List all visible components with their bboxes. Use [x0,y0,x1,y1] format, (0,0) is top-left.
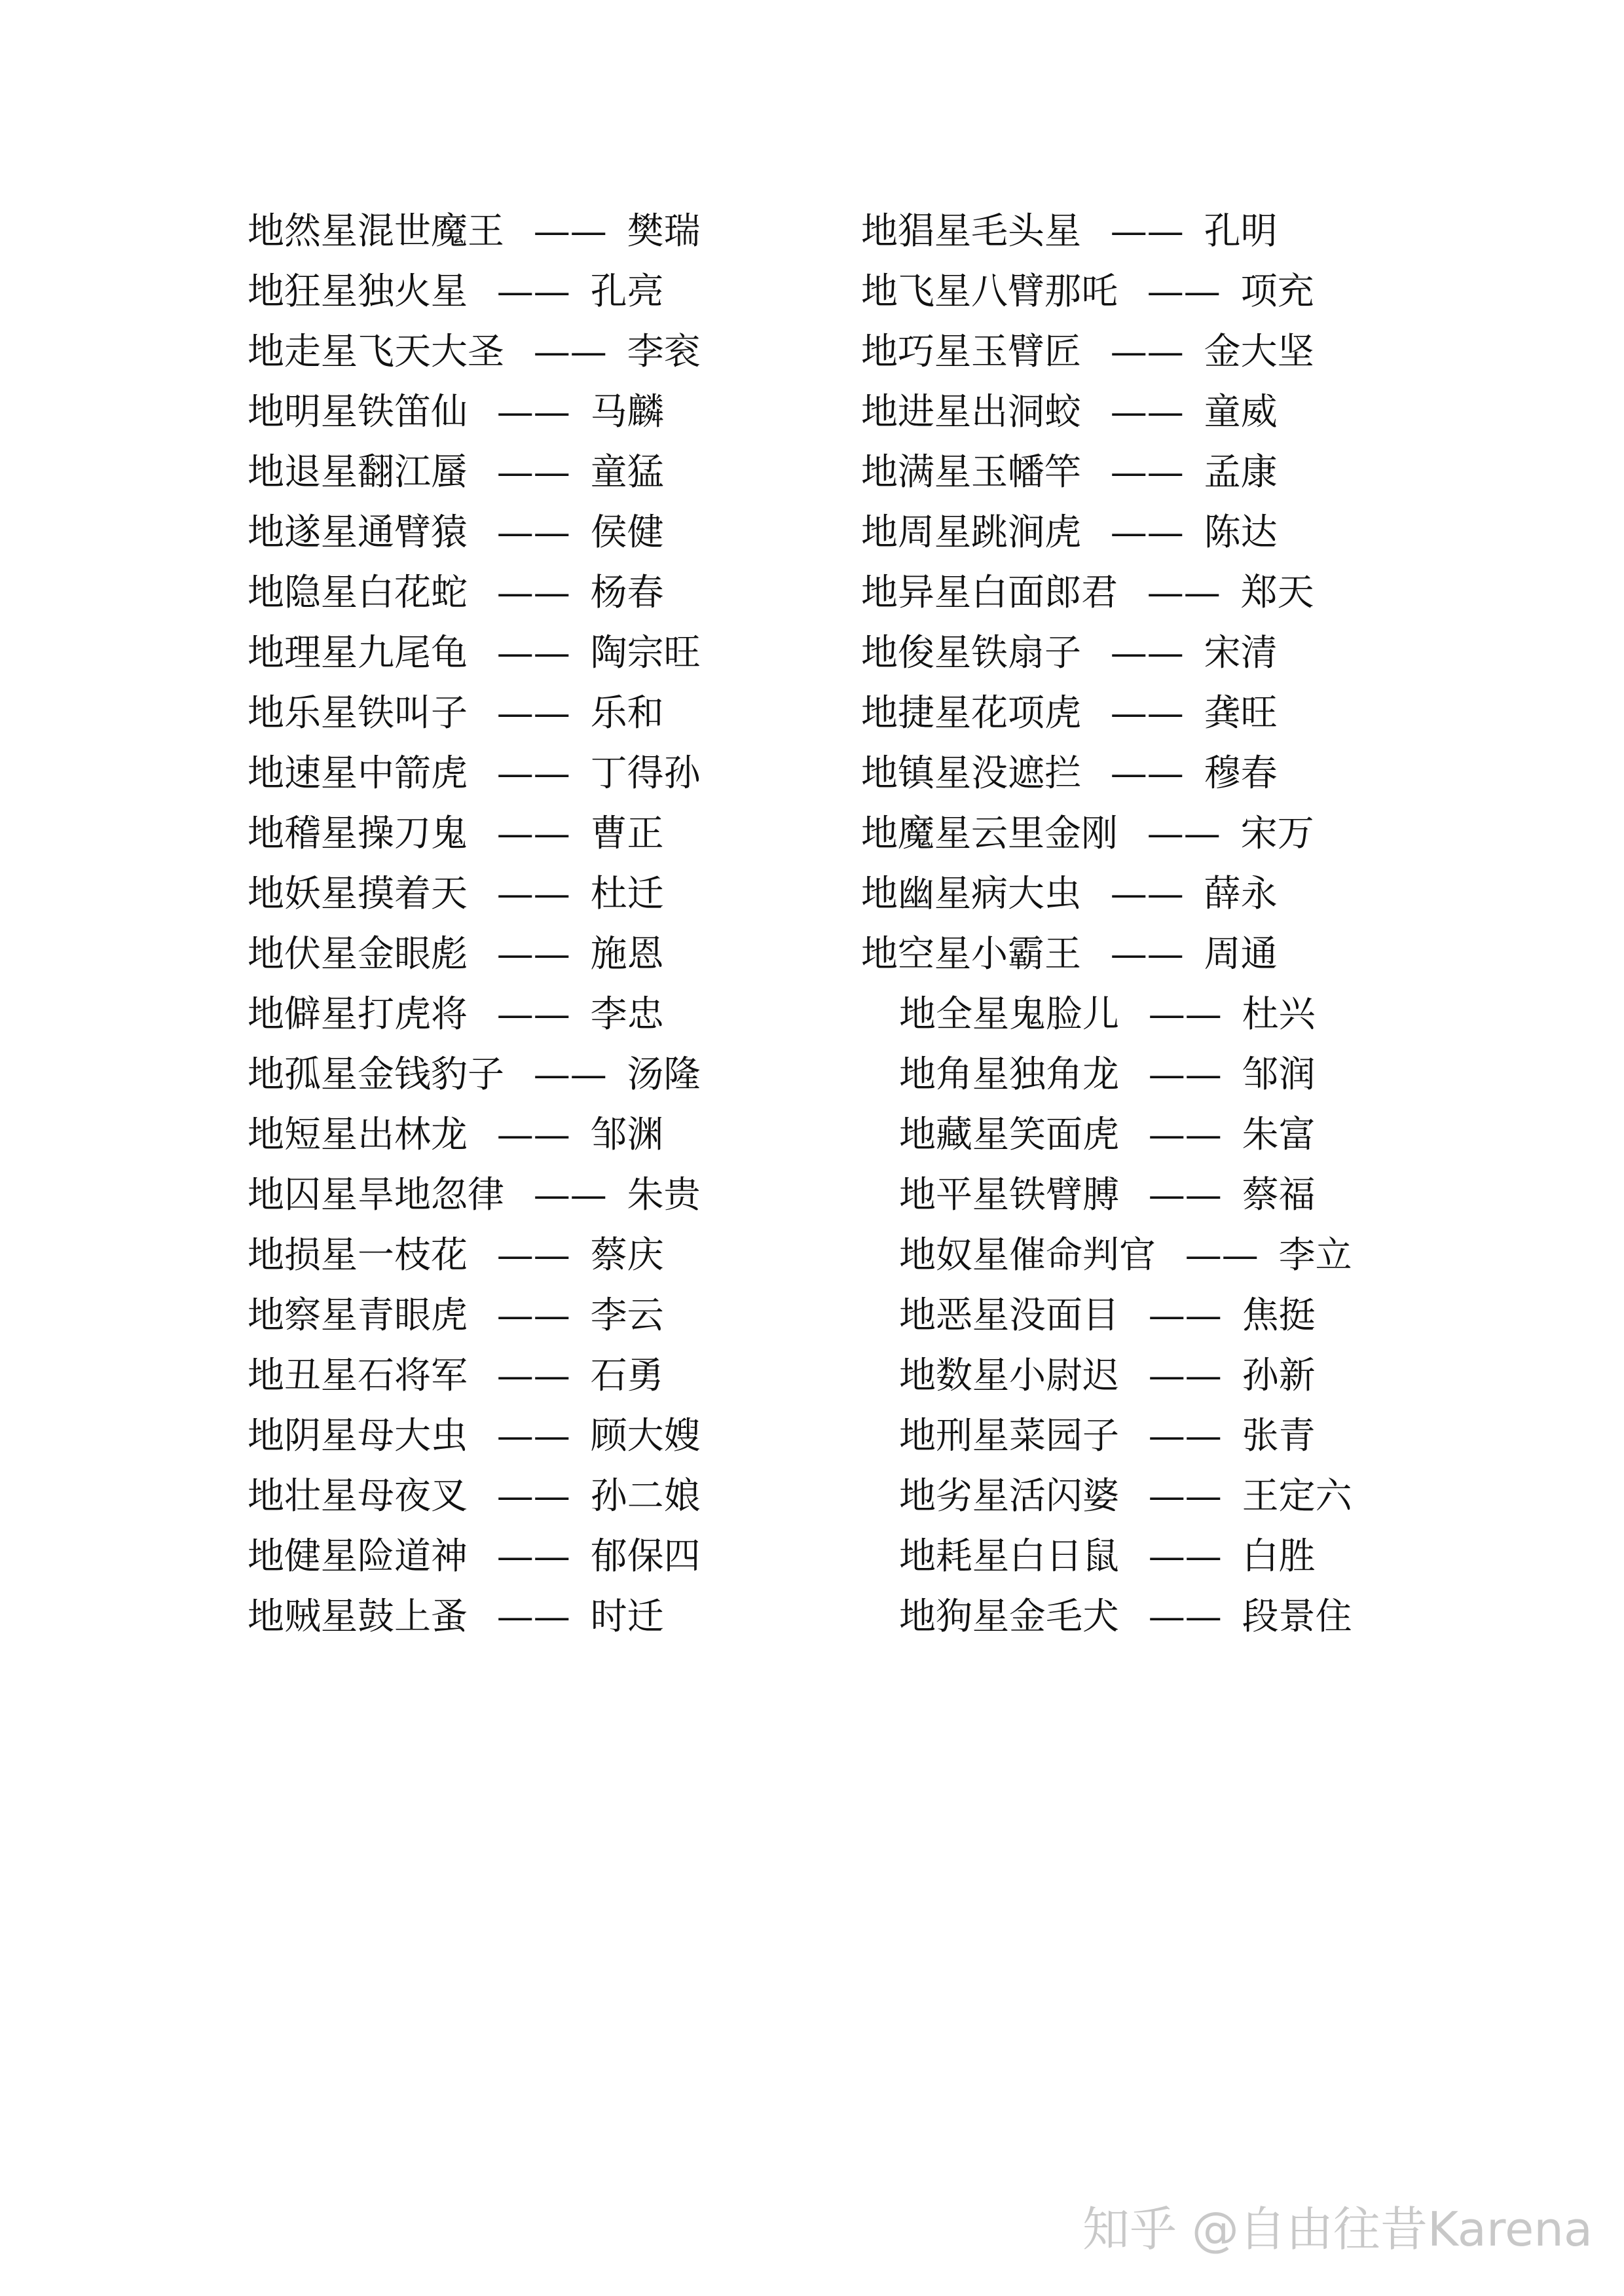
hero-name: 孙新 [1242,1355,1316,1397]
hero-name: 王定六 [1242,1475,1352,1518]
separator-dash: —— [1148,993,1222,1036]
hero-name: 张青 [1242,1415,1316,1457]
hero-name: 顾大嫂 [590,1415,701,1457]
star-title: 地空星小霸王 [861,933,1081,975]
list-item [861,683,1503,744]
hero-name: 侯健 [590,511,664,554]
separator-dash: —— [1148,1355,1222,1397]
separator-dash: —— [496,1535,570,1578]
separator-dash: —— [496,1355,570,1397]
hero-name: 宋清 [1204,632,1278,674]
list-item [248,623,889,683]
list-item [861,924,1503,985]
separator-dash: —— [496,1114,570,1156]
hero-name: 段景住 [1242,1595,1352,1638]
separator-dash: —— [1147,270,1221,313]
separator-dash: —— [1110,210,1184,253]
watermark-text: 知乎 @自由往昔Karena [1082,2202,1593,2257]
hero-name: 孔亮 [590,270,664,313]
list-item [861,1527,1503,1587]
separator-dash: —— [1110,511,1184,554]
list-item [861,322,1503,382]
star-title: 地健星险道神 [248,1535,468,1578]
separator-dash: —— [1110,451,1184,494]
separator-dash: —— [1110,632,1184,674]
separator-dash: —— [1110,873,1184,915]
list-item [861,1226,1503,1286]
list-item [861,443,1503,503]
hero-name: 李立 [1278,1234,1352,1277]
list-item [248,1226,889,1286]
left-column [248,202,889,1647]
hero-name: 孔明 [1204,210,1278,253]
separator-dash: —— [533,1053,607,1096]
separator-dash: —— [496,1595,570,1638]
star-title: 地狂星独火星 [248,270,468,313]
star-title: 地理星九尾龟 [248,632,468,674]
star-title: 地角星独角龙 [899,1053,1119,1096]
hero-name: 杜兴 [1242,993,1316,1036]
star-title: 地飞星八臂那吒 [861,270,1118,313]
star-title: 地囚星旱地忽律 [248,1174,504,1216]
separator-dash: —— [1148,1595,1222,1638]
star-title: 地阴星母大虫 [248,1415,468,1457]
separator-dash: —— [496,1415,570,1457]
list-item [248,202,889,262]
list-item [861,503,1503,563]
list-item [248,262,889,322]
separator-dash: —— [496,692,570,735]
star-title: 地平星铁臂膊 [899,1174,1119,1216]
list-item [861,1286,1503,1346]
separator-dash: —— [1148,1415,1222,1457]
hero-name: 李云 [590,1294,664,1337]
star-title: 地异星白面郎君 [861,572,1118,614]
separator-dash: —— [496,873,570,915]
separator-dash: —— [496,993,570,1036]
separator-dash: —— [496,752,570,795]
list-item [248,1165,889,1226]
list-item [861,1587,1503,1647]
star-title: 地走星飞天大圣 [248,331,504,373]
star-title: 地藏星笑面虎 [899,1114,1119,1156]
hero-name: 汤隆 [627,1053,701,1096]
separator-dash: —— [496,933,570,975]
list-item [248,382,889,443]
list-item [248,1286,889,1346]
hero-name: 石勇 [590,1355,664,1397]
separator-dash: —— [1148,1475,1222,1518]
star-title: 地巧星玉臂匠 [861,331,1081,373]
list-item [861,1045,1503,1105]
star-title: 地丑星石将军 [248,1355,468,1397]
list-item [861,744,1503,804]
list-item [861,985,1503,1045]
hero-name: 杜迁 [590,873,664,915]
separator-dash: —— [1185,1234,1259,1277]
list-item [248,1105,889,1165]
list-item [248,1045,889,1105]
separator-dash: —— [1147,572,1221,614]
separator-dash: —— [1147,812,1221,855]
star-title: 地孤星金钱豹子 [248,1053,504,1096]
star-title: 地满星玉幡竿 [861,451,1081,494]
star-title: 地稽星操刀鬼 [248,812,468,855]
star-title: 地狗星金毛犬 [899,1595,1119,1638]
hero-name: 郑天 [1240,572,1314,614]
hero-name: 蔡福 [1242,1174,1316,1216]
star-title: 地劣星活闪婆 [899,1475,1119,1518]
list-item [861,1406,1503,1467]
hero-name: 朱富 [1242,1114,1316,1156]
star-title: 地捷星花项虎 [861,692,1081,735]
list-item [248,1467,889,1527]
star-title: 地数星小尉迟 [899,1355,1119,1397]
separator-dash: —— [496,391,570,433]
separator-dash: —— [1110,692,1184,735]
hero-name: 薛永 [1204,873,1278,915]
star-title: 地短星出林龙 [248,1114,468,1156]
hero-name: 丁得孙 [590,752,701,795]
hero-name: 宋万 [1240,812,1314,855]
list-item [248,864,889,924]
star-title: 地镇星没遮拦 [861,752,1081,795]
star-title: 地贼星鼓上蚤 [248,1595,468,1638]
star-title: 地耗星白日鼠 [899,1535,1119,1578]
hero-name: 白胜 [1242,1535,1316,1578]
list-item [248,1587,889,1647]
list-item [248,503,889,563]
list-item [861,563,1503,623]
separator-dash: —— [1148,1535,1222,1578]
star-title: 地退星翻江蜃 [248,451,468,494]
separator-dash: —— [496,1234,570,1277]
star-title: 地遂星通臂猿 [248,511,468,554]
star-title: 地恶星没面目 [899,1294,1119,1337]
star-title: 地猖星毛头星 [861,210,1081,253]
star-title: 地明星铁笛仙 [248,391,468,433]
right-column [861,202,1503,1647]
hero-name: 陈达 [1204,511,1278,554]
separator-dash: —— [496,511,570,554]
hero-name: 邹渊 [590,1114,664,1156]
separator-dash: —— [496,1475,570,1518]
separator-dash: —— [533,331,607,373]
list-item [248,322,889,382]
hero-name: 乐和 [590,692,664,735]
hero-name: 金大坚 [1204,331,1314,373]
hero-name: 郁保四 [590,1535,701,1578]
star-title: 地俊星铁扇子 [861,632,1081,674]
list-item [248,924,889,985]
hero-name: 樊瑞 [627,210,701,253]
star-title: 地然星混世魔王 [248,210,504,253]
list-item [861,382,1503,443]
separator-dash: —— [533,210,607,253]
separator-dash: —— [496,632,570,674]
list-item [861,1105,1503,1165]
hero-name: 周通 [1204,933,1278,975]
hero-name: 孙二娘 [590,1475,701,1518]
hero-name: 曹正 [590,812,664,855]
hero-name: 蔡庆 [590,1234,664,1277]
list-item [861,1165,1503,1226]
list-item [861,864,1503,924]
separator-dash: —— [1148,1114,1222,1156]
list-item [861,202,1503,262]
hero-name: 童威 [1204,391,1278,433]
separator-dash: —— [533,1174,607,1216]
hero-name: 项充 [1240,270,1314,313]
hero-name: 李衮 [627,331,701,373]
hero-name: 穆春 [1204,752,1278,795]
separator-dash: —— [496,812,570,855]
separator-dash: —— [496,572,570,614]
hero-name: 李忠 [590,993,664,1036]
star-title: 地隐星白花蛇 [248,572,468,614]
star-title: 地伏星金眼彪 [248,933,468,975]
star-title: 地乐星铁叫子 [248,692,468,735]
list-item [861,262,1503,322]
list-item [248,683,889,744]
list-item [248,1527,889,1587]
star-title: 地刑星菜园子 [899,1415,1119,1457]
hero-name: 马麟 [590,391,664,433]
separator-dash: —— [1148,1174,1222,1216]
hero-name: 时迁 [590,1595,664,1638]
star-title: 地壮星母夜叉 [248,1475,468,1518]
star-title: 地幽星病大虫 [861,873,1081,915]
list-item [861,1467,1503,1527]
star-title: 地全星鬼脸儿 [899,993,1119,1036]
star-title: 地僻星打虎将 [248,993,468,1036]
list-item [861,1346,1503,1406]
star-title: 地周星跳涧虎 [861,511,1081,554]
hero-name: 童猛 [590,451,664,494]
hero-name: 施恩 [590,933,664,975]
hero-name: 朱贵 [627,1174,701,1216]
separator-dash: —— [1148,1053,1222,1096]
hero-name: 邹润 [1242,1053,1316,1096]
hero-name: 焦挺 [1242,1294,1316,1337]
star-title: 地奴星催命判官 [899,1234,1156,1277]
list-item [248,804,889,864]
separator-dash: —— [1110,933,1184,975]
hero-name: 陶宗旺 [590,632,701,674]
list-item [248,1346,889,1406]
hero-name: 龚旺 [1204,692,1278,735]
separator-dash: —— [1110,391,1184,433]
separator-dash: —— [1110,331,1184,373]
list-item [248,985,889,1045]
star-title: 地察星青眼虎 [248,1294,468,1337]
star-title: 地妖星摸着天 [248,873,468,915]
list-item [248,443,889,503]
list-item [248,1406,889,1467]
list-item [861,623,1503,683]
hero-name: 杨春 [590,572,664,614]
list-item [248,744,889,804]
separator-dash: —— [496,451,570,494]
separator-dash: —— [496,1294,570,1337]
star-title: 地进星出洞蛟 [861,391,1081,433]
separator-dash: —— [496,270,570,313]
star-title: 地魔星云里金刚 [861,812,1118,855]
star-title: 地速星中箭虎 [248,752,468,795]
separator-dash: —— [1110,752,1184,795]
list-item [248,563,889,623]
hero-name: 孟康 [1204,451,1278,494]
list-item [861,804,1503,864]
separator-dash: —— [1148,1294,1222,1337]
star-title: 地损星一枝花 [248,1234,468,1277]
